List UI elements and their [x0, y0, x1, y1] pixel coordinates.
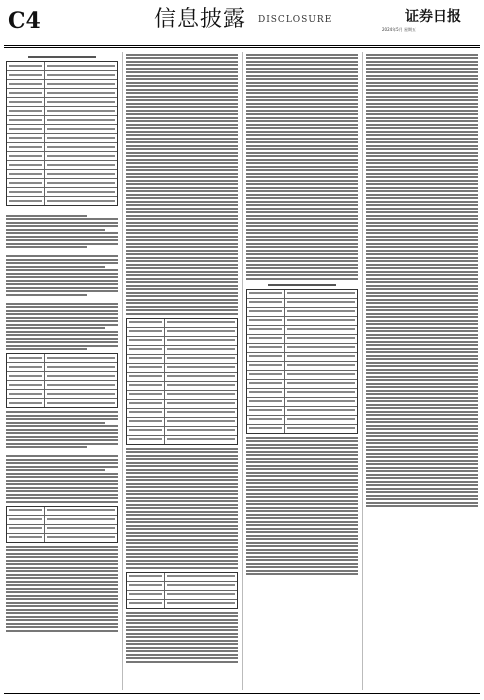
text-column-1 — [6, 52, 118, 690]
data-table — [6, 353, 118, 408]
body-text — [126, 448, 238, 569]
table-caption — [268, 284, 335, 286]
data-table — [246, 289, 358, 434]
text-column-4 — [366, 52, 478, 690]
footer-rule — [4, 693, 480, 694]
section-title: 信息披露 — [154, 7, 247, 32]
issue-meta: 2024年5月 星期五 — [382, 27, 416, 32]
body-text — [6, 411, 118, 503]
header-rule-thin — [4, 47, 480, 48]
page-number: C4 — [8, 8, 41, 34]
section-title-en: DISCLOSURE — [258, 15, 333, 25]
body-text — [366, 54, 478, 508]
table-caption — [28, 56, 95, 58]
text-column-2 — [126, 52, 238, 690]
body-text — [126, 612, 238, 663]
body-text — [126, 54, 238, 315]
header-rule — [4, 45, 480, 46]
data-table — [126, 318, 238, 445]
info-table — [6, 61, 118, 206]
data-table — [126, 572, 238, 609]
text-column-3 — [246, 52, 358, 690]
page-header — [0, 0, 484, 44]
body-text — [246, 437, 358, 576]
body-text — [246, 54, 358, 280]
newspaper-logo: 证券日报 — [405, 9, 461, 25]
body-text — [6, 215, 118, 351]
body-text — [6, 546, 118, 632]
data-table — [6, 506, 118, 543]
